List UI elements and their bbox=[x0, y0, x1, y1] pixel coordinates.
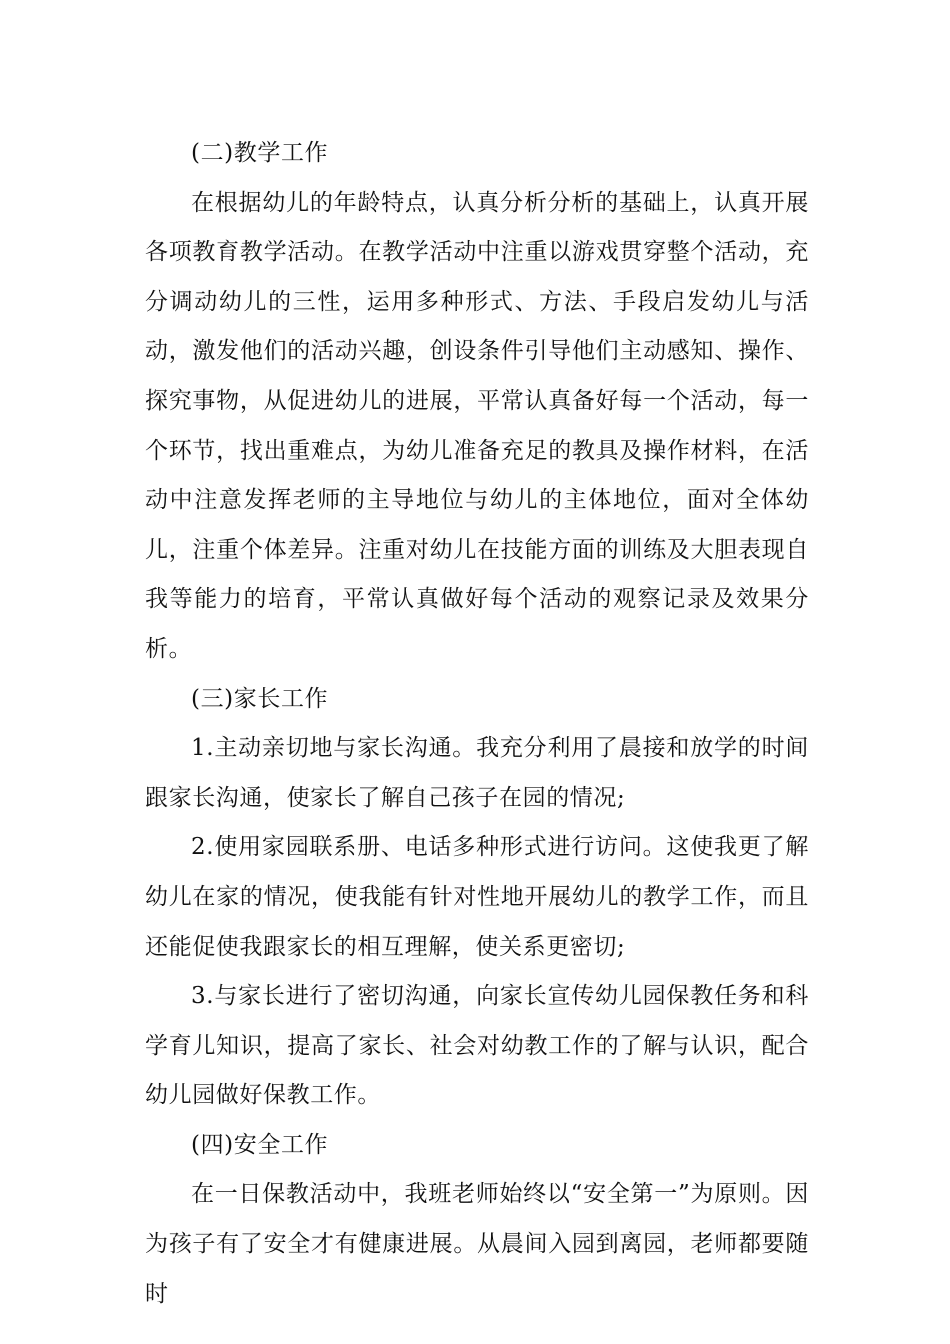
paragraph-teaching: 在根据幼儿的年龄特点，认真分析分析的基础上，认真开展各项教育教学活动。在教学活动中注重以游戏贯穿整个活动，充分调动幼儿的三性，运用多种形式、方法、手段启发幼儿与活动，激发他们的活动兴趣，创设条件引导他们主动感知、操作、探究事物，从促进幼儿的进展，平常认真备好每一个活动，每一个环节，找出重难点，为幼儿准备充足的教具及操作材料，在活动中注意发挥老师的主导地位与幼儿的主体地位，面对全体幼儿，注重个体差异。注重对幼儿在技能方面的训练及大胆表现自我等能力的培育，平常认真做好每个活动的观察记录及效果分析。 bbox=[145, 189, 809, 662]
section-heading-safety: (四)安全工作 bbox=[191, 1131, 329, 1158]
paragraph-safety: 在一日保教活动中，我班老师始终以“安全第一”为原则。因为孩子有了安全才有健康进展。从晨间入园到离园，老师都要随时 bbox=[145, 1181, 809, 1307]
paragraph-parents-item-3: 3.与家长进行了密切沟通，向家长宣传幼儿园保教任务和科学育儿知识，提高了家长、社会对幼教工作的了解与认识，配合幼儿园做好保教工作。 bbox=[145, 983, 809, 1109]
document-body bbox=[145, 129, 809, 1319]
paragraph-parents-item-1: 1.主动亲切地与家长沟通。我充分利用了晨接和放学的时间跟家长沟通，使家长了解自己孩子在园的情况; bbox=[145, 735, 809, 811]
section-heading-teaching: (二)教学工作 bbox=[191, 140, 329, 166]
section-heading-parents: (三)家长工作 bbox=[191, 685, 329, 712]
paragraph-parents-item-2: 2.使用家园联系册、电话多种形式进行访问。这使我更了解幼儿在家的情况，使我能有针对性地开展幼儿的教学工作，而且还能促使我跟家长的相互理解，使关系更密切; bbox=[145, 834, 809, 960]
